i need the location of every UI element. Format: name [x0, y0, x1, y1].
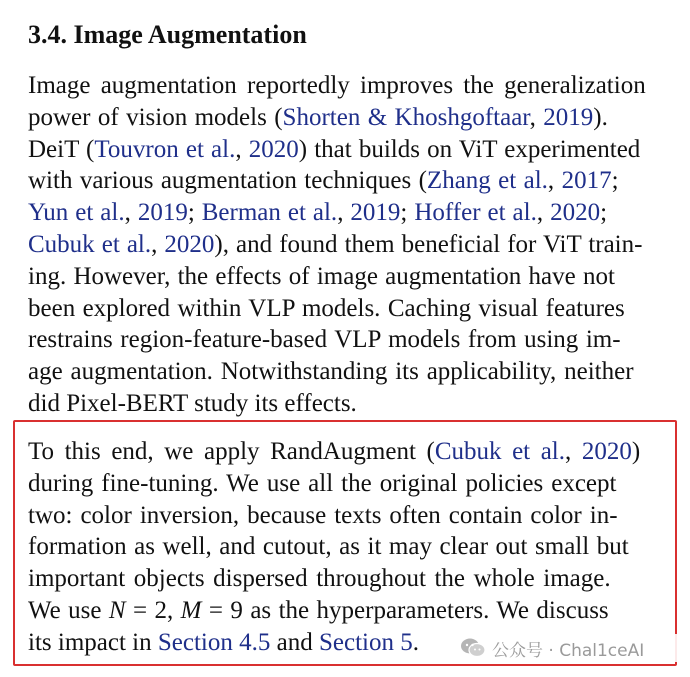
text-span: ) that builds on ViT experimented [298, 135, 641, 163]
text-span: . [412, 628, 419, 656]
text-line [28, 229, 646, 261]
citation-link[interactable]: Zhang et al. [426, 167, 548, 195]
citation-link[interactable]: Shorten & Khoshgoftaar [282, 103, 530, 131]
section-heading: 3.4. Image Augmentation [28, 20, 307, 49]
math-variable: N [108, 596, 126, 624]
text-line [28, 261, 646, 293]
text-span: ing. However, the effects of image augmentation have not [28, 262, 615, 290]
text-span: formation as well, and cutout, as it may clear out small but [28, 533, 629, 561]
citation-link[interactable]: Section 5 [318, 628, 413, 656]
text-span: ), and found them beneficial for ViT train- [214, 230, 643, 258]
text-span: two: color inversion, because texts often contain color in- [28, 501, 618, 529]
text-span: ; [611, 167, 619, 195]
text-span: , [547, 167, 562, 195]
text-span: been explored within VLP models. Caching visual features [28, 294, 625, 322]
text-span: during fine-tuning. We use all the original policies except [28, 469, 617, 497]
text-span: power of vision models ( [28, 103, 283, 131]
text-span: and [270, 628, 319, 656]
text-span: did Pixel-BERT study its effects. [28, 389, 357, 417]
text-span: We use [28, 596, 109, 624]
text-span: restrains region-feature-based VLP models from using im- [28, 326, 621, 354]
citation-link[interactable]: Section 4.5 [157, 628, 271, 656]
text-span: Image augmentation reportedly improves the generalization [28, 72, 646, 99]
text-span: with various augmentation techniques ( [28, 167, 427, 195]
citation-link[interactable]: 2020 [581, 438, 632, 465]
text-span: , [151, 230, 165, 258]
text-span: DeiT ( [28, 135, 95, 163]
text-line [28, 102, 646, 134]
math-variable: M [180, 596, 202, 624]
text-span: ). [593, 103, 608, 131]
paragraph-1 [28, 70, 646, 420]
text-span: its impact in [28, 628, 158, 656]
citation-link[interactable]: Cubuk et al. [28, 230, 152, 258]
text-line [28, 595, 640, 627]
text-line [28, 468, 640, 500]
citation-link[interactable]: 2020 [550, 199, 601, 227]
text-span: ; [187, 199, 202, 227]
text-line [28, 293, 646, 325]
text-line [28, 197, 646, 229]
text-span: To this end, we apply RandAugment ( [28, 438, 435, 465]
text-span: ) [631, 438, 641, 465]
text-line [28, 324, 646, 356]
citation-link[interactable]: Cubuk et al. [434, 438, 566, 465]
citation-link[interactable]: 2020 [248, 135, 299, 163]
citation-link[interactable]: 2019 [137, 199, 188, 227]
text-span: ; [600, 199, 608, 227]
text-line [28, 70, 646, 102]
text-line [28, 531, 640, 563]
text-line [28, 563, 640, 595]
text-line [28, 388, 646, 420]
text-span: , [529, 103, 544, 131]
text-span: age augmentation. Notwithstanding its applicability, neither [28, 358, 634, 386]
citation-link[interactable]: 2019 [543, 103, 594, 131]
watermark [460, 634, 680, 662]
text-line [28, 356, 646, 388]
citation-link[interactable]: Yun et al. [28, 199, 125, 227]
text-span: , [235, 135, 249, 163]
text-span: important objects dispersed throughout the whole image. [28, 565, 611, 593]
citation-link[interactable]: Berman et al. [201, 199, 338, 227]
wechat-icon [460, 637, 486, 659]
text-span: , [337, 199, 351, 227]
text-span: = 2, [125, 596, 181, 624]
citation-link[interactable]: 2017 [561, 167, 612, 195]
citation-link[interactable]: 2019 [350, 199, 401, 227]
text-line [28, 500, 640, 532]
watermark-text: 公众号 · Chal1ceAI [492, 640, 645, 661]
citation-link[interactable]: Hoffer et al. [414, 199, 537, 227]
paragraph-2 [28, 436, 640, 659]
text-span: ; [400, 199, 415, 227]
text-line [28, 436, 640, 468]
text-span: , [124, 199, 138, 227]
text-span: = 9 as the hyperparameters. We discuss [201, 596, 609, 624]
text-span: , [565, 438, 582, 465]
text-span: , [536, 199, 551, 227]
citation-link[interactable]: Touvron et al. [94, 135, 236, 163]
citation-link[interactable]: 2020 [164, 230, 215, 258]
text-line [28, 165, 646, 197]
text-line [28, 134, 646, 166]
